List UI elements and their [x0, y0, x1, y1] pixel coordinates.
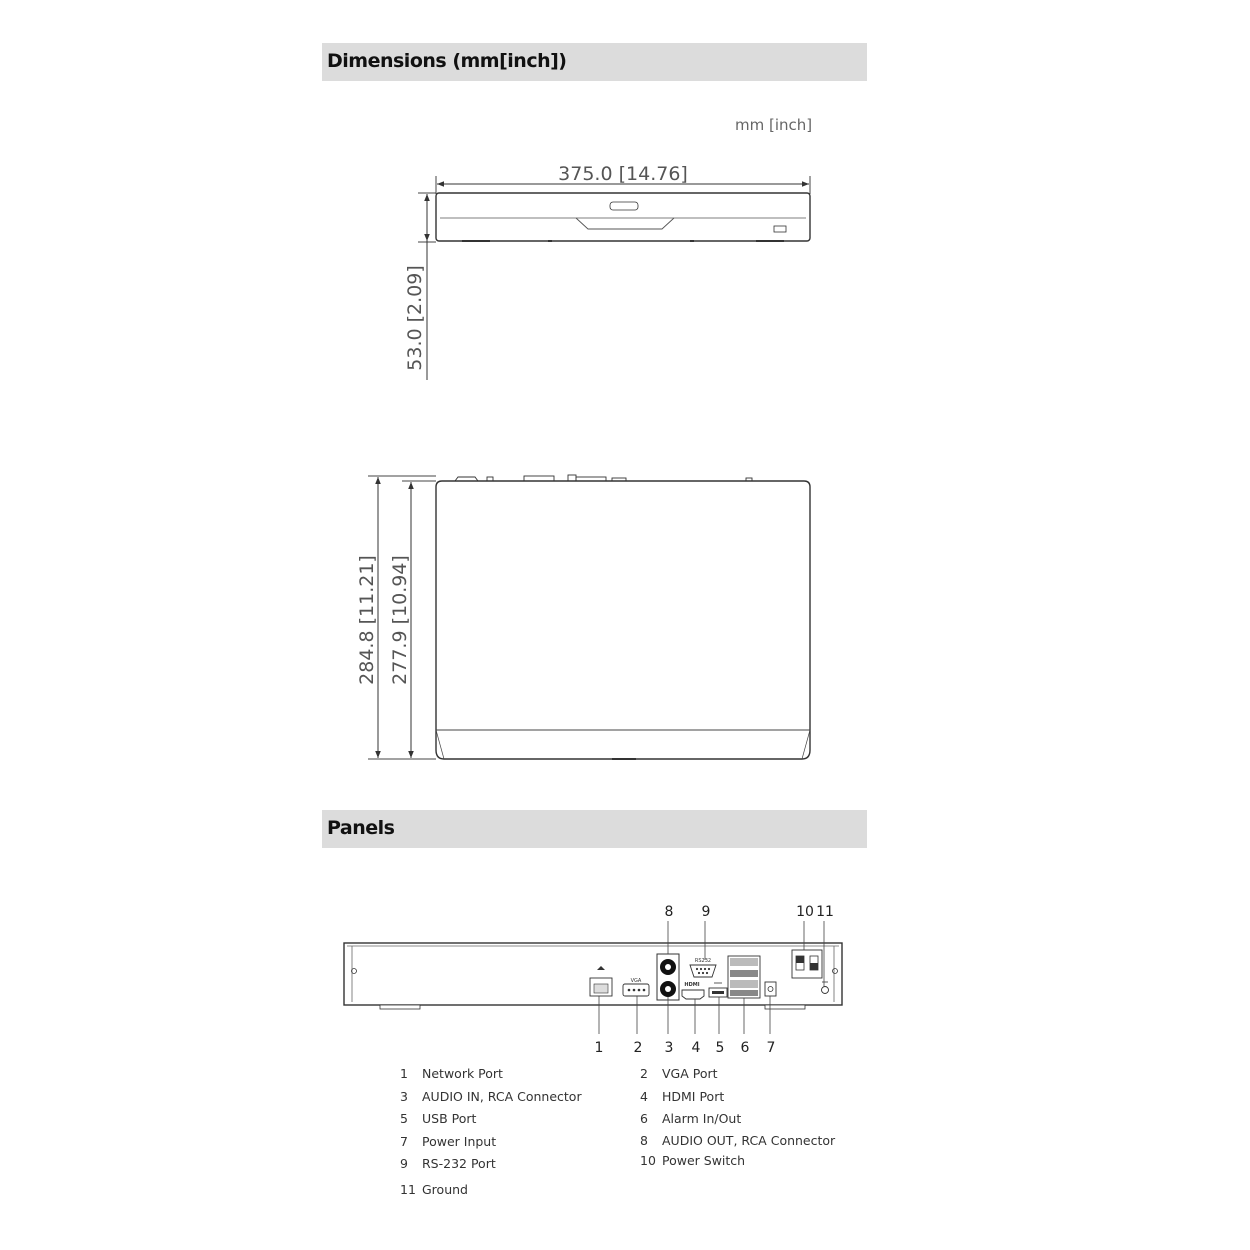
callout-6: 6	[740, 1040, 750, 1056]
unit-label: mm [inch]	[735, 116, 813, 134]
legend-item: 11 Ground	[400, 1182, 468, 1197]
front-view	[436, 193, 810, 241]
callout-9: 9	[701, 904, 711, 920]
legend-item: 2 VGA Port	[640, 1066, 718, 1081]
callout-1: 1	[594, 1040, 604, 1056]
depth-overall-label: 284.8 [11.21]	[356, 555, 378, 685]
depth-body-label: 277.9 [10.94]	[389, 555, 411, 685]
callout-5: 5	[715, 1040, 725, 1056]
top-view	[436, 475, 810, 759]
height-label: 53.0 [2.09]	[404, 265, 426, 371]
depth-dimensions	[356, 476, 436, 759]
legend-item: 8 AUDIO OUT, RCA Connector	[640, 1133, 836, 1148]
dimensions-title: Dimensions (mm[inch])	[327, 50, 567, 72]
logo-badge	[610, 202, 638, 210]
width-dimension	[436, 163, 810, 194]
rs232-panel-label: RS232	[694, 958, 712, 964]
legend-item: 3 AUDIO IN, RCA Connector	[400, 1089, 582, 1104]
legend-item: 7 Power Input	[400, 1134, 497, 1149]
legend-item: 5 USB Port	[400, 1111, 477, 1126]
legend-item: 9 RS-232 Port	[400, 1156, 496, 1171]
callout-4: 4	[691, 1040, 701, 1056]
hdmi-panel-label: HDMI	[684, 982, 700, 988]
legend-item: 10 Power Switch	[640, 1153, 746, 1168]
front-usb-port	[774, 226, 786, 232]
legend-item: 1 Network Port	[400, 1066, 503, 1081]
callout-8: 8	[664, 904, 674, 920]
power-input-drawing	[765, 982, 776, 996]
power-switch-drawing	[792, 950, 822, 978]
width-label: 375.0 [14.76]	[558, 163, 688, 185]
rear-panel	[344, 921, 842, 1034]
callout-3: 3	[664, 1040, 674, 1056]
callout-10: 10	[796, 904, 814, 920]
panels-title: Panels	[327, 817, 395, 839]
alarm-terminal-drawing	[728, 956, 760, 998]
height-dimension	[404, 193, 436, 380]
callout-7: 7	[766, 1040, 776, 1056]
callout-11: 11	[816, 904, 834, 920]
callout-2: 2	[633, 1040, 643, 1056]
legend-item: 6 Alarm In/Out	[640, 1111, 742, 1126]
vga-panel-label: VGA	[630, 978, 642, 984]
legend-item: 4 HDMI Port	[640, 1089, 725, 1104]
rca-connectors-drawing	[657, 954, 679, 1000]
